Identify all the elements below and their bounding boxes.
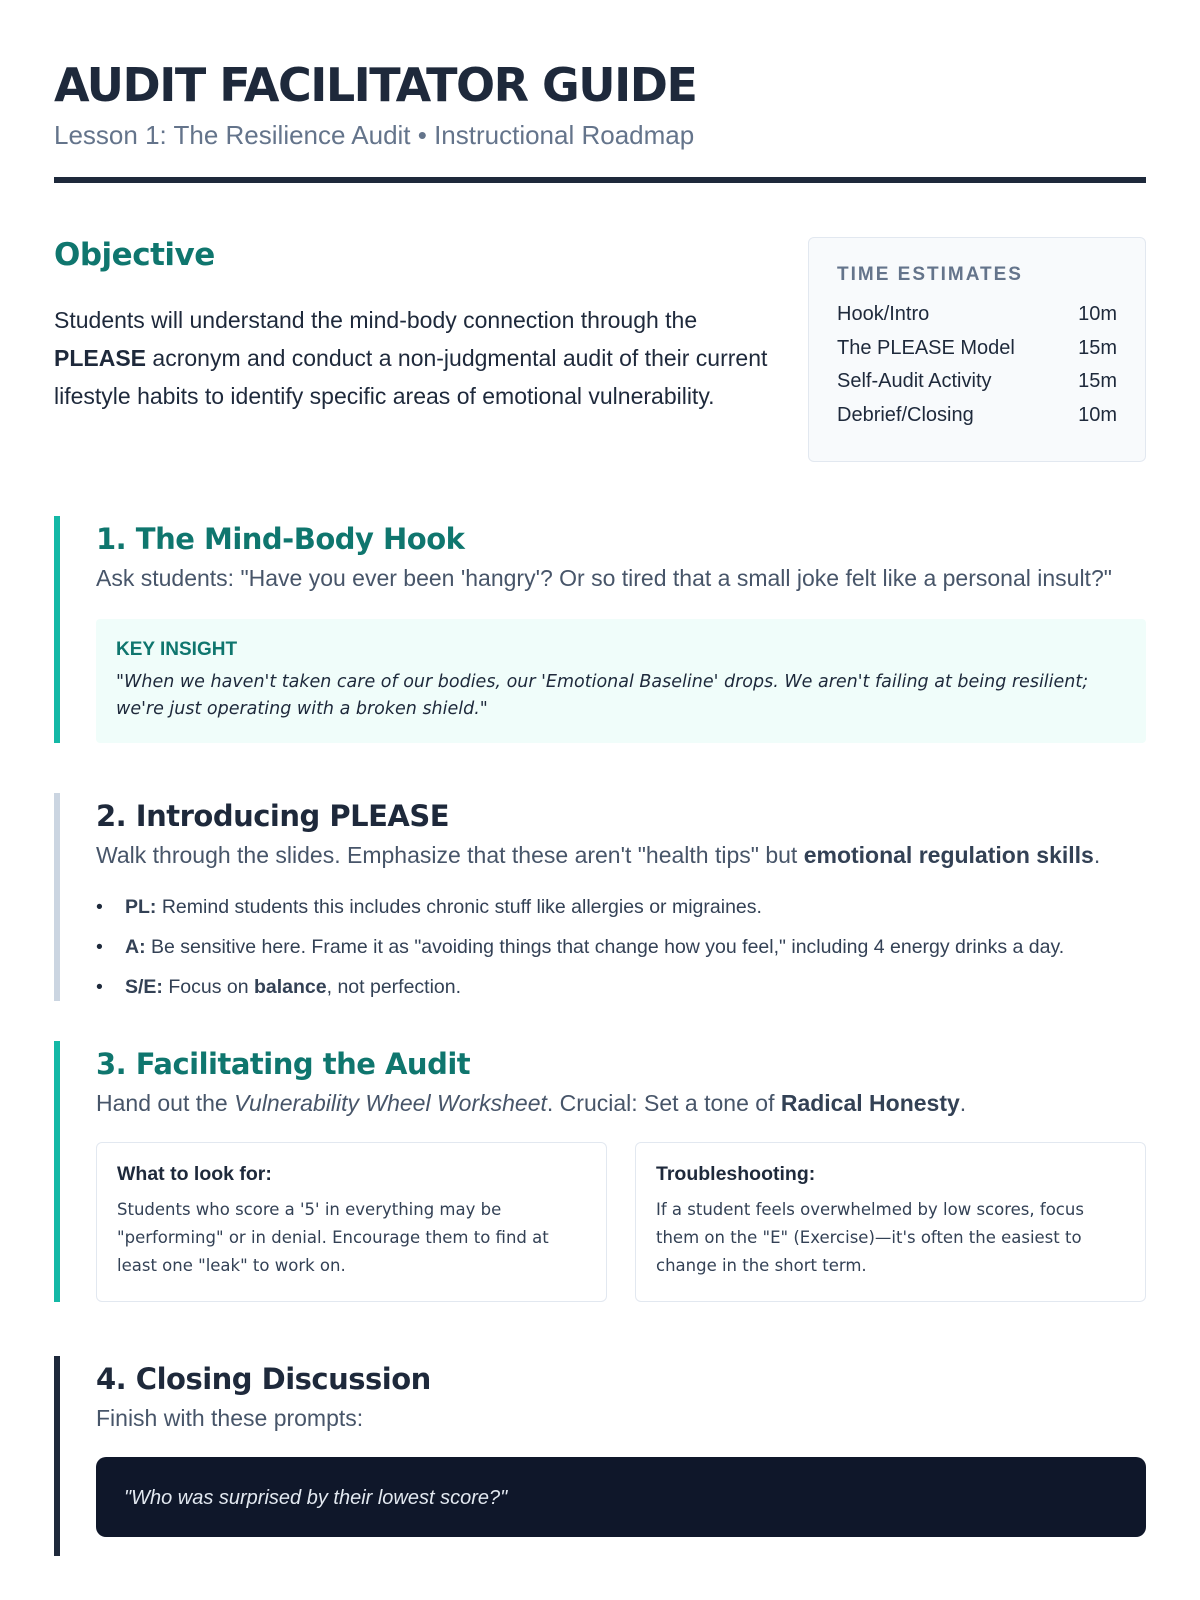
key-insight-callout	[96, 619, 1146, 743]
section-facilitating-audit	[54, 1041, 1146, 1302]
item-key: S/E:	[125, 976, 163, 998]
section-heading: 3. Facilitating the Audit	[96, 1047, 471, 1081]
lead-text: .	[1093, 842, 1101, 868]
item-key: PL:	[125, 896, 157, 918]
time-label: Debrief/Closing	[837, 403, 974, 426]
page-subtitle: Lesson 1: The Resilience Audit • Instructional Roadmap	[54, 120, 695, 150]
lead-text: Walk through the slides. Emphasize that these aren't "health tips" but	[96, 842, 804, 868]
time-label: The PLEASE Model	[837, 336, 1015, 359]
item-text: , not perfection.	[326, 976, 462, 998]
objective-text-part: acronym and conduct a non-judgmental audit of their current lifestyle habits to identify specific areas of emotional vulnerability.	[54, 345, 768, 409]
time-row	[837, 332, 1117, 366]
list-item	[96, 974, 1146, 1001]
lead-bold: Radical Honesty	[780, 1090, 960, 1116]
time-row	[837, 365, 1117, 399]
section-introducing-please	[54, 793, 1146, 1001]
item-text: Focus on	[162, 976, 254, 998]
time-estimates-box	[808, 237, 1146, 462]
section-lead	[96, 839, 1146, 872]
card-text: Students who score a '5' in everything may be "performing" or in denial. Encourage them to find at least one "leak" to work on.	[117, 1200, 549, 1275]
time-label: Hook/Intro	[837, 303, 930, 325]
lead-text: .	[959, 1090, 967, 1116]
objective-text-part: Students will understand the mind-body connection through the	[54, 307, 698, 333]
please-list	[96, 894, 1146, 1001]
item-text: Be sensitive here. Frame it as "avoiding things that change how you feel," including 4 energy drinks a day.	[145, 936, 1065, 958]
key-insight-quote: "When we haven't taken care of our bodies, our 'Emotional Baseline' drops. We aren't failing at being resilient; we're just operating with a broken shield."	[116, 672, 1089, 719]
item-text: Remind students this includes chronic stuff like allergies or migraines.	[156, 896, 762, 918]
lead-text: . Crucial: Set a tone of	[546, 1090, 781, 1116]
objective-section	[54, 237, 774, 462]
list-item	[96, 934, 1146, 961]
section-lead	[96, 1087, 1146, 1120]
time-value: 15m	[1078, 336, 1117, 359]
card-title: Troubleshooting:	[656, 1163, 816, 1185]
overview	[54, 237, 1146, 462]
item-bold: balance	[253, 976, 327, 998]
time-estimates-heading: TIME ESTIMATES	[837, 264, 1023, 285]
section-closing-discussion	[54, 1356, 1146, 1556]
section-heading: 2. Introducing PLEASE	[96, 799, 450, 833]
objective-heading: Objective	[54, 237, 215, 273]
time-row	[837, 298, 1117, 332]
page-title: AUDIT FACILITATOR GUIDE	[54, 58, 697, 112]
key-insight-label: KEY INSIGHT	[116, 639, 238, 660]
time-value: 10m	[1078, 303, 1117, 325]
section-lead: Ask students: "Have you ever been 'hangry'? Or so tired that a small joke felt like a personal insult?"	[96, 565, 1112, 591]
discussion-prompt: "Who was surprised by their lowest score?"	[124, 1487, 508, 1509]
tip-card-troubleshooting	[635, 1142, 1146, 1302]
lead-text: Hand out the	[96, 1090, 235, 1116]
section-heading: 1. The Mind-Body Hook	[96, 522, 465, 556]
header-divider	[54, 177, 1146, 183]
tip-card-look-for	[96, 1142, 607, 1302]
time-row	[837, 399, 1117, 433]
list-item	[96, 894, 1146, 921]
section-heading: 4. Closing Discussion	[96, 1362, 431, 1396]
prompts-box	[96, 1457, 1146, 1537]
item-key: A:	[125, 936, 146, 958]
lead-bold: emotional regulation skills	[803, 842, 1094, 868]
time-label: Self-Audit Activity	[837, 370, 992, 392]
time-value: 10m	[1078, 403, 1117, 426]
section-mind-body-hook	[54, 516, 1146, 743]
objective-acronym: PLEASE	[54, 345, 147, 371]
card-text: If a student feels overwhelmed by low scores, focus them on the "E" (Exercise)—it's often the easiest to change in the short term.	[656, 1200, 1084, 1275]
objective-text	[54, 301, 774, 415]
time-value: 15m	[1078, 370, 1117, 392]
tip-cards	[96, 1142, 1146, 1302]
section-lead: Finish with these prompts:	[96, 1405, 364, 1431]
card-title: What to look for:	[117, 1163, 272, 1185]
worksheet-name: Vulnerability Wheel Worksheet	[234, 1090, 547, 1116]
